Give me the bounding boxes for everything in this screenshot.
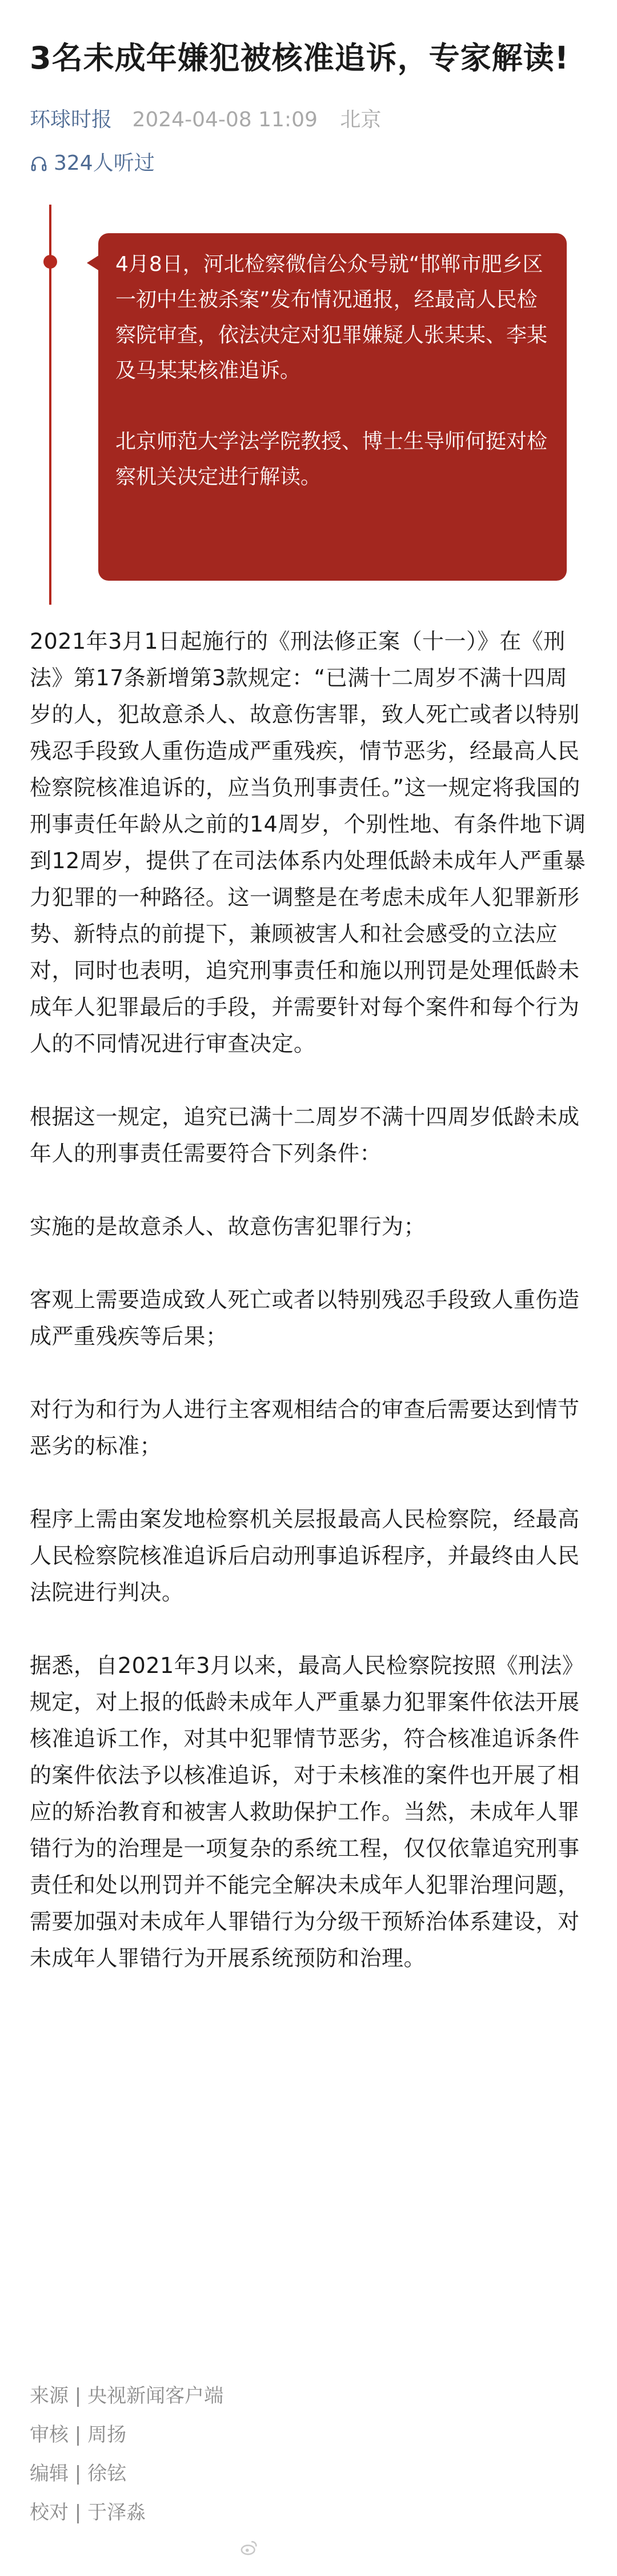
summary-quote [30, 205, 587, 605]
article-title: 3名未成年嫌犯被核准追诉，专家解读! [30, 40, 570, 76]
weibo-logo-icon [240, 2538, 259, 2557]
article-body [30, 623, 587, 1976]
weibo-watermark [240, 2538, 264, 2557]
listen-count: 324人听过 [54, 151, 155, 175]
headphones-icon [30, 154, 48, 173]
credit-review: 审核 | 周扬 [30, 2423, 127, 2446]
body-paragraph-7: 据悉，自2021年3月以来，最高人民检察院按照《刑法》规定，对上报的低龄未成年人严重暴力犯罪案件依法开展核准追诉工作，对其中犯罪情节恶劣，符合核准追诉条件的案件依法予以核准追诉，对于未核准的案件也开展了相应的矫治教育和被害人救助保护工作。当然，未成年人罪错行为的治理是一项复杂的系统工程，仅仅依靠追究刑事责任和处以刑罚并不能完全解决未成年人犯罪治理问题，需要加强对未成年人罪错行为分级干预矫治体系建设，对未成年人罪错行为开展系统预防和治理。 [30, 1653, 584, 1971]
credit-source: 来源 | 央视新闻客户端 [30, 2385, 224, 2407]
body-paragraph-5: 对行为和行为人进行主客观相结合的审查后需要达到情节恶劣的标准； [30, 1397, 580, 1459]
article-meta [30, 106, 587, 134]
body-paragraph-4: 客观上需要造成致人死亡或者以特别残忍手段致人重伤造成严重残疾等后果； [30, 1287, 580, 1349]
listen-button[interactable] [30, 150, 587, 177]
article-source-link[interactable]: 环球时报 [30, 108, 113, 131]
article-location: 北京 [340, 108, 382, 131]
quote-timeline-dot [43, 255, 57, 269]
body-paragraph-3: 实施的是故意杀人、故意伤害犯罪行为； [30, 1214, 426, 1239]
credit-proof: 校对 | 于泽淼 [30, 2501, 146, 2524]
article-credits [30, 2377, 223, 2532]
article-time: 2024-04-08 11:09 [132, 108, 318, 131]
body-paragraph-2: 根据这一规定，追究已满十二周岁不满十四周岁低龄未成年人的刑事责任需要符合下列条件： [30, 1104, 580, 1166]
summary-paragraph-2: 北京师范大学法学院教授、博士生导师何挺对检察机关决定进行解读。 [115, 430, 548, 489]
quote-pointer [87, 255, 99, 271]
body-paragraph-6: 程序上需由案发地检察机关层报最高人民检察院，经最高人民检察院核准追诉后启动刑事追诉程序，并最终由人民法院进行判决。 [30, 1507, 580, 1605]
credit-editor: 编辑 | 徐铉 [30, 2462, 127, 2485]
summary-paragraph-1: 4月8日，河北检察微信公众号就“邯郸市肥乡区一初中生被杀案”发布情况通报，经最高人民检察院审查，依法决定对犯罪嫌疑人张某某、李某及马某某核准追诉。 [115, 253, 548, 382]
summary-box [98, 233, 567, 581]
body-paragraph-1: 2021年3月1日起施行的《刑法修正案（十一）》在《刑法》第17条新增第3款规定：“已满十二周岁不满十四周岁的人，犯故意杀人、故意伤害罪，致人死亡或者以特别残忍手段致人重伤造成严重残疾，情节恶劣，经最高人民检察院核准追诉的，应当负刑事责任。”这一规定将我国的刑事责任年龄从之前的14周岁，个别性地、有条件地下调到12周岁，提供了在司法体系内处理低龄未成年人严重暴力犯罪的一种路径。这一调整是在考虑未成年人犯罪新形势、新特点的前提下，兼顾被害人和社会感受的立法应对，同时也表明，追究刑事责任和施以刑罚是处理低龄未成年人犯罪最后的手段，并需要针对每个案件和每个行为人的不同情况进行审查决定。 [30, 629, 586, 1056]
